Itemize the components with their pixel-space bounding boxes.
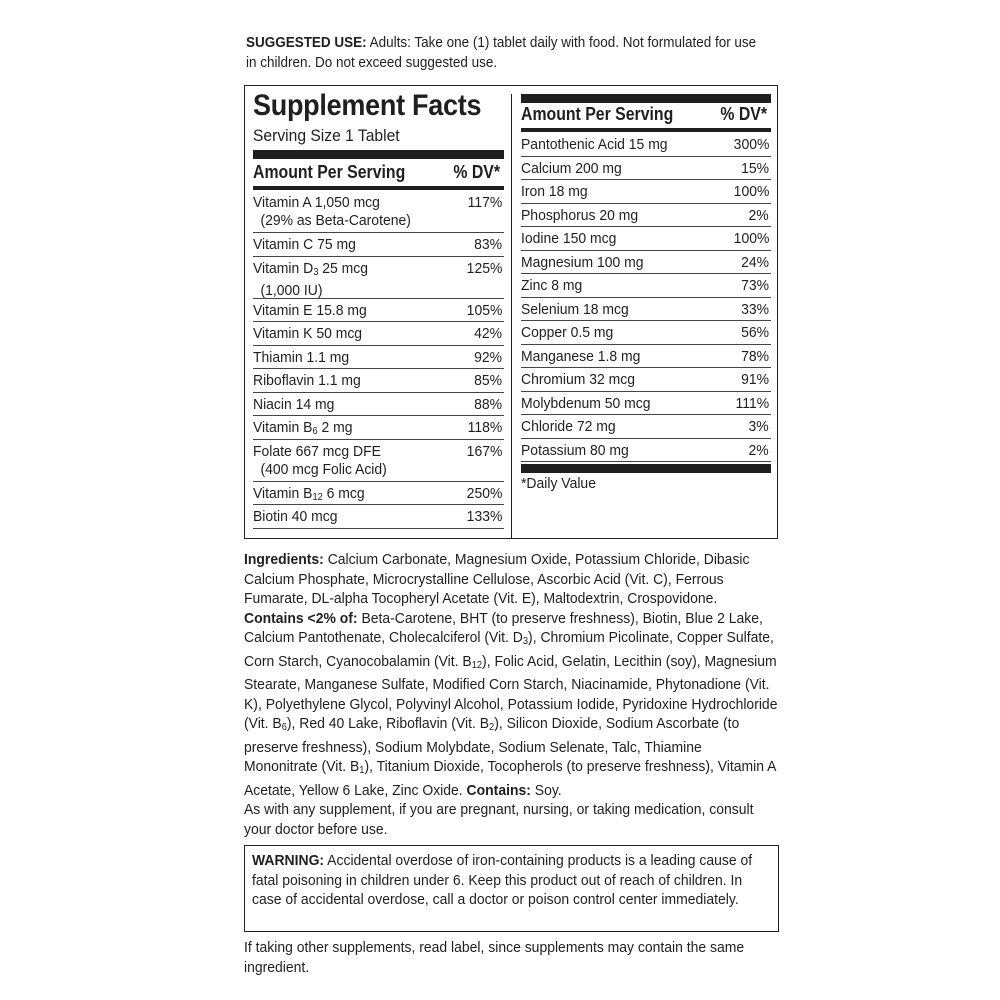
serving-size: Serving Size 1 Tablet bbox=[253, 126, 400, 145]
nutrient-name bbox=[253, 260, 368, 300]
nutrient-name bbox=[253, 302, 367, 320]
nutrient-name bbox=[521, 277, 582, 295]
nutrient-amount: Molybdenum 50 mcg bbox=[521, 394, 651, 412]
nutrient-name bbox=[521, 136, 668, 154]
nutrient-amount: Manganese 1.8 mg bbox=[521, 347, 641, 365]
nutrient-row bbox=[521, 345, 771, 369]
right-nutrient-rows bbox=[521, 133, 771, 462]
nutrient-name bbox=[521, 324, 613, 342]
nutrient-row bbox=[253, 482, 504, 506]
nutrient-amount: Copper 0.5 mg bbox=[521, 324, 614, 341]
subscript: 3 bbox=[522, 636, 529, 647]
nutrient-subtext: (1,000 IU) bbox=[260, 281, 323, 299]
ingredients-main: Calcium Carbonate, Magnesium Oxide, Potassium Chloride, Dibasic Calcium Phosphate, Microcrystalline Cellulose, Ascorbic Acid (Vit. C), Ferrous Fumarate, DL-alpha Tocopheryl Acetate (Vit. E), Maltodextrin, Crospovidone. bbox=[244, 551, 750, 607]
nutrient-name bbox=[253, 372, 361, 390]
other-supplements-note: If taking other supplements, read label, since supplements may contain the same ingredient. bbox=[244, 939, 745, 976]
nutrient-row bbox=[521, 251, 771, 275]
ingredients-section bbox=[244, 550, 779, 839]
nutrient-amount: Pantothenic Acid 15 mg bbox=[521, 136, 668, 153]
nutrient-amount: Niacin 14 mg bbox=[253, 395, 335, 413]
nutrient-dv: 33% bbox=[741, 300, 769, 318]
nutrient-row bbox=[521, 274, 771, 298]
nutrient-dv: 73% bbox=[741, 277, 769, 294]
nutrient-row bbox=[521, 227, 771, 251]
nutrient-dv: 85% bbox=[474, 372, 502, 389]
nutrient-row bbox=[521, 204, 771, 228]
nutrient-row bbox=[253, 299, 504, 323]
nutrient-row bbox=[253, 505, 504, 529]
nutrient-dv: 91% bbox=[741, 371, 769, 388]
nutrient-amount: Magnesium 100 mg bbox=[521, 253, 644, 271]
ingredients-minor: Beta-Carotene, BHT (to preserve freshness), Biotin, Blue 2 Lake, Calcium Pantothenate, Cholecalciferol (Vit. D bbox=[244, 609, 763, 646]
nutrient-row bbox=[521, 180, 771, 204]
daily-value-footnote: *Daily Value bbox=[521, 475, 596, 492]
nutrient-name bbox=[253, 485, 365, 507]
nutrient-name bbox=[521, 301, 629, 319]
nutrient-dv: 83% bbox=[474, 236, 502, 253]
warning-label: WARNING: bbox=[252, 852, 325, 869]
amount-per-serving-label: Amount Per Serving bbox=[253, 162, 406, 182]
nutrient-name bbox=[253, 396, 334, 414]
nutrient-row bbox=[521, 157, 771, 181]
nutrient-row bbox=[521, 298, 771, 322]
nutrient-dv: 78% bbox=[741, 347, 769, 365]
nutrient-name bbox=[253, 419, 353, 441]
subscript: 1 bbox=[359, 765, 365, 776]
nutrient-dv: 3% bbox=[748, 418, 769, 435]
amount-header bbox=[253, 162, 504, 190]
nutrient-amount: Chromium 32 mcg bbox=[521, 371, 635, 388]
nutrient-name bbox=[521, 254, 644, 272]
nutrient-name bbox=[253, 325, 362, 343]
subscript: 2 bbox=[489, 722, 495, 733]
thick-rule bbox=[253, 150, 504, 159]
nutrient-row bbox=[253, 322, 504, 346]
nutrient-dv: 24% bbox=[741, 253, 769, 271]
nutrient-dv: 167% bbox=[466, 442, 502, 460]
nutrient-dv: 300% bbox=[733, 136, 769, 153]
ingredients-minor: ), Silicon Dioxide, Sodium Ascorbate (to preserve freshness), Sodium Molybdate, Sodium Selenate, Talc, Thiamine Mononitrate (Vit. B bbox=[244, 715, 740, 775]
nutrient-name bbox=[253, 194, 411, 230]
nutrient-row bbox=[521, 321, 771, 345]
ingredients-label: Ingredients: bbox=[244, 551, 324, 568]
nutrient-amount: Vitamin A 1,050 mcg bbox=[253, 194, 380, 211]
nutrient-dv: 125% bbox=[466, 259, 502, 277]
contains-value: Soy. bbox=[534, 781, 562, 799]
nutrient-name bbox=[521, 348, 640, 366]
nutrient-dv: 2% bbox=[748, 441, 769, 459]
ingredients-minor: ), Titanium Dioxide, Tocopherols (to preserve freshness), Vitamin A Acetate, Yellow 6 Lake, Zinc Oxide. bbox=[244, 758, 776, 799]
nutrient-name bbox=[521, 371, 635, 389]
nutrient-amount: Iodine 150 mcg bbox=[521, 230, 617, 247]
nutrient-row bbox=[253, 233, 504, 257]
nutrient-amount: Vitamin K 50 mcg bbox=[253, 325, 363, 342]
nutrient-dv: 111% bbox=[735, 394, 769, 412]
nutrient-dv: 117% bbox=[467, 194, 502, 211]
nutrient-amount: Chloride 72 mg bbox=[521, 418, 616, 435]
nutrient-row bbox=[253, 369, 504, 393]
amount-per-serving-label: Amount Per Serving bbox=[521, 104, 674, 124]
nutrient-row bbox=[253, 346, 504, 370]
nutrient-row bbox=[253, 393, 504, 417]
nutrient-dv: 92% bbox=[474, 348, 502, 366]
nutrient-name bbox=[521, 207, 638, 225]
nutrient-amount: Thiamin 1.1 mg bbox=[253, 348, 350, 366]
nutrient-amount: Folate 667 mcg DFE bbox=[253, 442, 381, 460]
nutrient-amount: Vitamin C 75 mg bbox=[253, 236, 356, 253]
nutrient-name bbox=[253, 349, 349, 367]
nutrient-row bbox=[521, 392, 771, 416]
dv-header: % DV* bbox=[720, 104, 767, 124]
ingredients-minor: ), Red 40 Lake, Riboflavin (Vit. B bbox=[286, 715, 490, 732]
facts-title: Supplement Facts bbox=[253, 89, 482, 122]
nutrient-row bbox=[521, 368, 771, 392]
nutrient-row bbox=[521, 133, 771, 157]
warning-text-block bbox=[252, 851, 773, 910]
nutrient-amount: Zinc 8 mg bbox=[521, 277, 583, 294]
subscript: 6 bbox=[281, 722, 287, 733]
nutrient-dv: 42% bbox=[474, 325, 502, 342]
nutrient-amount: Vitamin $B_{12}$ 6 mcg bbox=[253, 484, 365, 503]
nutrient-row bbox=[521, 415, 771, 439]
nutrient-dv: 100% bbox=[733, 183, 769, 200]
nutrient-name bbox=[521, 418, 616, 436]
nutrient-name bbox=[253, 508, 338, 526]
dv-header: % DV* bbox=[453, 162, 500, 182]
medical-advice: As with any supplement, if you are pregnant, nursing, or taking medication, consult your doctor before use. bbox=[244, 801, 754, 838]
nutrient-dv: 250% bbox=[466, 484, 502, 502]
nutrient-amount: Selenium 18 mcg bbox=[521, 300, 629, 318]
thick-rule-bottom bbox=[521, 464, 771, 473]
nutrient-amount: Vitamin E 15.8 mg bbox=[253, 301, 367, 319]
suggested-use-text: Adults: Take one (1) tablet daily with food. Not formulated for use in children. Do not exceed suggested use. bbox=[246, 35, 757, 71]
nutrient-dv: 105% bbox=[466, 301, 502, 319]
nutrient-dv: 15% bbox=[741, 159, 769, 177]
nutrient-name bbox=[521, 183, 588, 201]
nutrient-name bbox=[521, 442, 629, 460]
column-divider bbox=[511, 94, 512, 539]
nutrient-subtext: (400 mcg Folic Acid) bbox=[260, 460, 387, 478]
nutrient-dv: 100% bbox=[733, 230, 769, 247]
nutrient-name bbox=[521, 230, 616, 248]
suggested-use-label: SUGGESTED USE: bbox=[246, 35, 367, 51]
nutrient-name bbox=[253, 443, 387, 479]
nutrient-amount: Potassium 80 mg bbox=[521, 441, 629, 459]
nutrient-dv: 2% bbox=[748, 206, 769, 224]
warning-box bbox=[244, 845, 779, 932]
suggested-use bbox=[246, 34, 767, 73]
nutrient-row bbox=[521, 439, 771, 463]
nutrient-row bbox=[253, 440, 504, 482]
ingredients-minor: ), Chromium Picolinate, Copper Sulfate, Corn Starch, Cyanocobalamin (Vit. B bbox=[244, 629, 774, 670]
nutrient-name bbox=[521, 395, 650, 413]
nutrient-amount: Vitamin $B_6$ 2 mg bbox=[253, 419, 353, 437]
nutrient-amount: Vitamin $D_3$ 25 mcg bbox=[253, 259, 369, 278]
ingredients-list bbox=[244, 550, 779, 800]
nutrient-row bbox=[253, 416, 504, 440]
contains-less-label: Contains <2% of: bbox=[244, 609, 358, 627]
supplement-facts-panel bbox=[244, 85, 778, 539]
nutrient-row bbox=[253, 191, 504, 233]
nutrient-dv: 133% bbox=[466, 508, 502, 525]
nutrient-dv: 88% bbox=[474, 395, 502, 413]
nutrient-subtext: (29% as Beta-Carotene) bbox=[260, 212, 411, 229]
nutrient-amount: Iron 18 mg bbox=[521, 183, 588, 200]
nutrient-amount: Calcium 200 mg bbox=[521, 159, 622, 177]
left-nutrient-rows bbox=[253, 191, 504, 529]
ingredients-minor: ), Folic Acid, Gelatin, Lecithin (soy), Magnesium Stearate, Manganese Sulfate, Modified Corn Starch, Niacinamide, Phytonadione (Vit. K), Polyethylene Glycol, Polyvinyl Alcohol, Potassium Iodide, Pyridoxine Hydrochloride (Vit. B bbox=[244, 652, 778, 732]
nutrient-name bbox=[521, 160, 622, 178]
nutrient-amount: Riboflavin 1.1 mg bbox=[253, 372, 361, 389]
nutrient-dv: 118% bbox=[467, 419, 502, 436]
nutrient-row bbox=[253, 257, 504, 299]
contains-label: Contains: bbox=[466, 781, 531, 799]
amount-header-right bbox=[521, 104, 771, 132]
nutrient-amount: Phosphorus 20 mg bbox=[521, 206, 639, 224]
thick-rule bbox=[521, 94, 771, 103]
nutrient-amount: Biotin 40 mcg bbox=[253, 508, 338, 525]
nutrient-name bbox=[253, 236, 356, 254]
warning-text: Accidental overdose of iron-containing products is a leading cause of fatal poisoning in children under 6. Keep this product out of reach of children. In case of accidental overdose, call a doctor or poison control center immediately. bbox=[252, 852, 753, 908]
subscript: 12 bbox=[471, 659, 483, 671]
nutrient-dv: 56% bbox=[741, 324, 769, 341]
